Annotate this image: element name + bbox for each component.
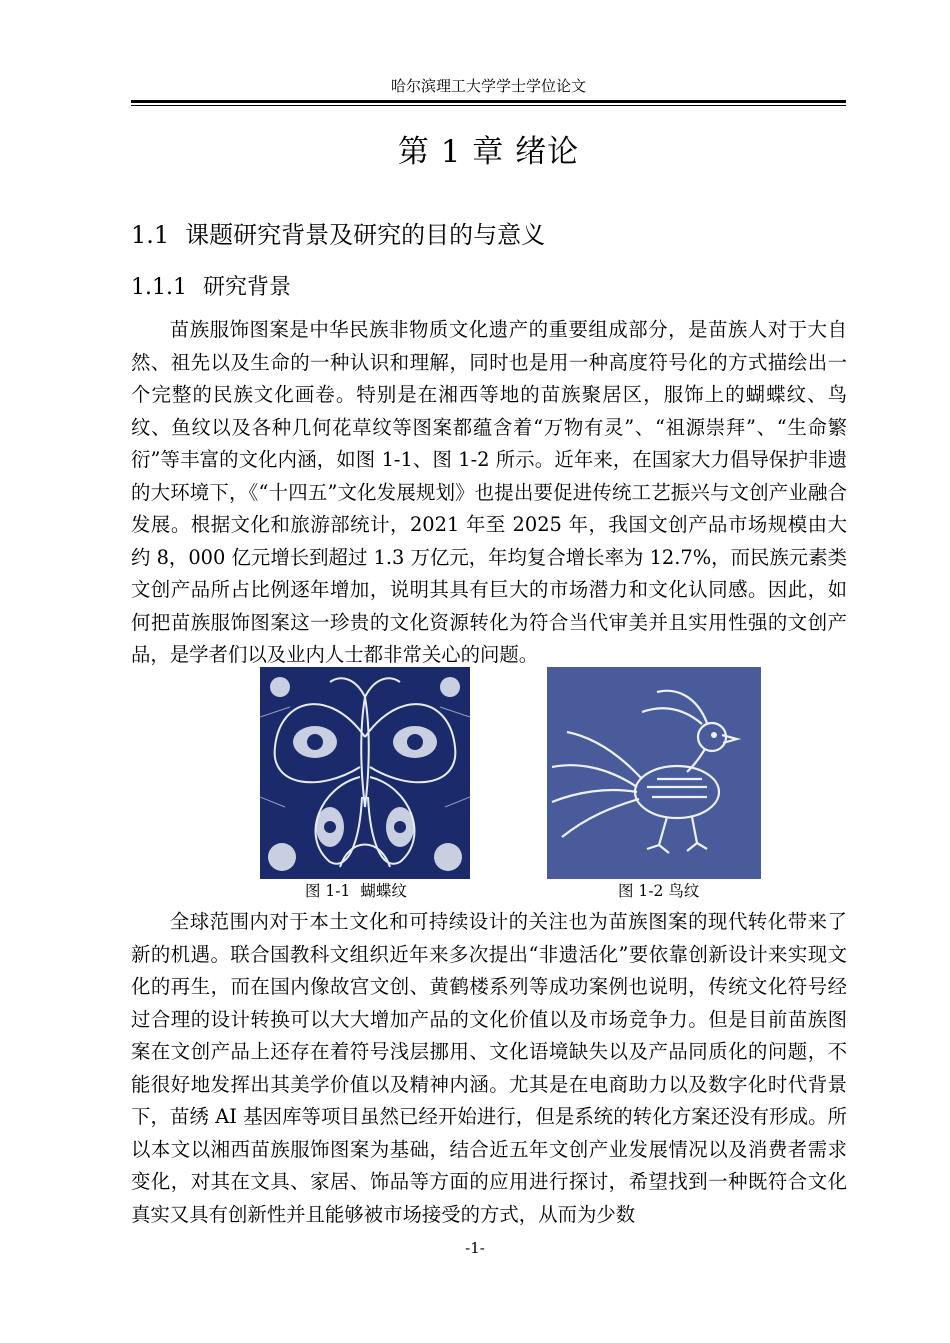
- subsection-title: 研究背景: [202, 275, 291, 300]
- figure-number-1: 图 1-1: [305, 882, 351, 900]
- figure-caption-1: [305, 879, 407, 903]
- header-rule-thick: [131, 100, 846, 103]
- body-paragraph-1: 苗族服饰图案是中华民族非物质文化遗产的重要组成部分，是苗族人对于大自然、祖先以及生命的一种认识和理解，同时也是用一种高度符号化的方式描绘出一个完整的民族文化画卷。特别是在湘西等地的苗族聚居区，服饰上的蝴蝶纹、鸟纹、鱼纹以及各种几何花草纹等图案都蕴含着“万物有灵”、“祖源崇拜”、“生命繁衍”等丰富的文化内涵，如图 1-1、图 1-2 所示。近年来，在国家大力倡导保护非遗的大环境下，《“十四五”文化发展规划》也提出要促进传统工艺振兴与文创产业融合发展。根据文化和旅游部统计，2021 年至 2025 年，我国文创产品市场规模由大约 8，000 亿元增长到超过 1.3 万亿元，年均复合增长率为 12.7%，而民族元素类文创产品所占比例逐年增加，说明其具有巨大的市场潜力和文化认同感。因此，如何把苗族服饰图案这一珍贵的文化资源转化为符合当代审美并且实用性强的文创产品，是学者们以及业内人士都非常关心的问题。: [131, 318, 847, 666]
- butterfly-pattern-image: [260, 667, 470, 879]
- section-number: 1.1: [131, 221, 170, 249]
- section-heading: [131, 218, 545, 252]
- figure-caption-text-2: 鸟纹: [668, 882, 700, 900]
- body-paragraph-2: 全球范围内对于本土文化和可持续设计的关注也为苗族图案的现代转化带来了新的机遇。联合国教科文组织近年来多次提出“非遗活化”要依靠创新设计来实现文化的再生，而在国内像故宫文创、黄鹤楼系列等成功案例也说明，传统文化符号经过合理的设计转换可以大大增加产品的文化价值以及市场竞争力。但是目前苗族图案在文创产品上还存在着符号浅层挪用、文化语境缺失以及产品同质化的问题，不能很好地发挥出其美学价值以及精神内涵。尤其是在电商助力以及数字化时代背景下，苗绣 AI 基因库等项目虽然已经开始进行，但是系统的转化方案还没有形成。所以本文以湘西苗族服饰图案为基础，结合近五年文创产业发展情况以及消费者需求变化，对其在文具、家居、饰品等方面的应用进行探讨，希望找到一种既符合文化真实又具有创新性并且能够被市场接受的方式，从而为少数: [131, 910, 847, 1226]
- chapter-title: 第 1 章 绪论: [397, 134, 580, 170]
- figure-caption-2: [618, 879, 699, 903]
- page-number: -1-: [465, 1239, 485, 1257]
- figure-caption-text-1: 蝴蝶纹: [360, 882, 407, 900]
- subsection-number: 1.1.1: [131, 275, 187, 300]
- subsection-heading: [131, 271, 291, 305]
- section-title: 课题研究背景及研究的目的与意义: [185, 221, 546, 249]
- bird-pattern-image: [547, 667, 761, 879]
- header-rule-thin: [131, 105, 846, 106]
- running-header: 哈尔滨理工大学学士学位论文: [390, 77, 586, 95]
- figure-number-2: 图 1-2: [618, 882, 664, 900]
